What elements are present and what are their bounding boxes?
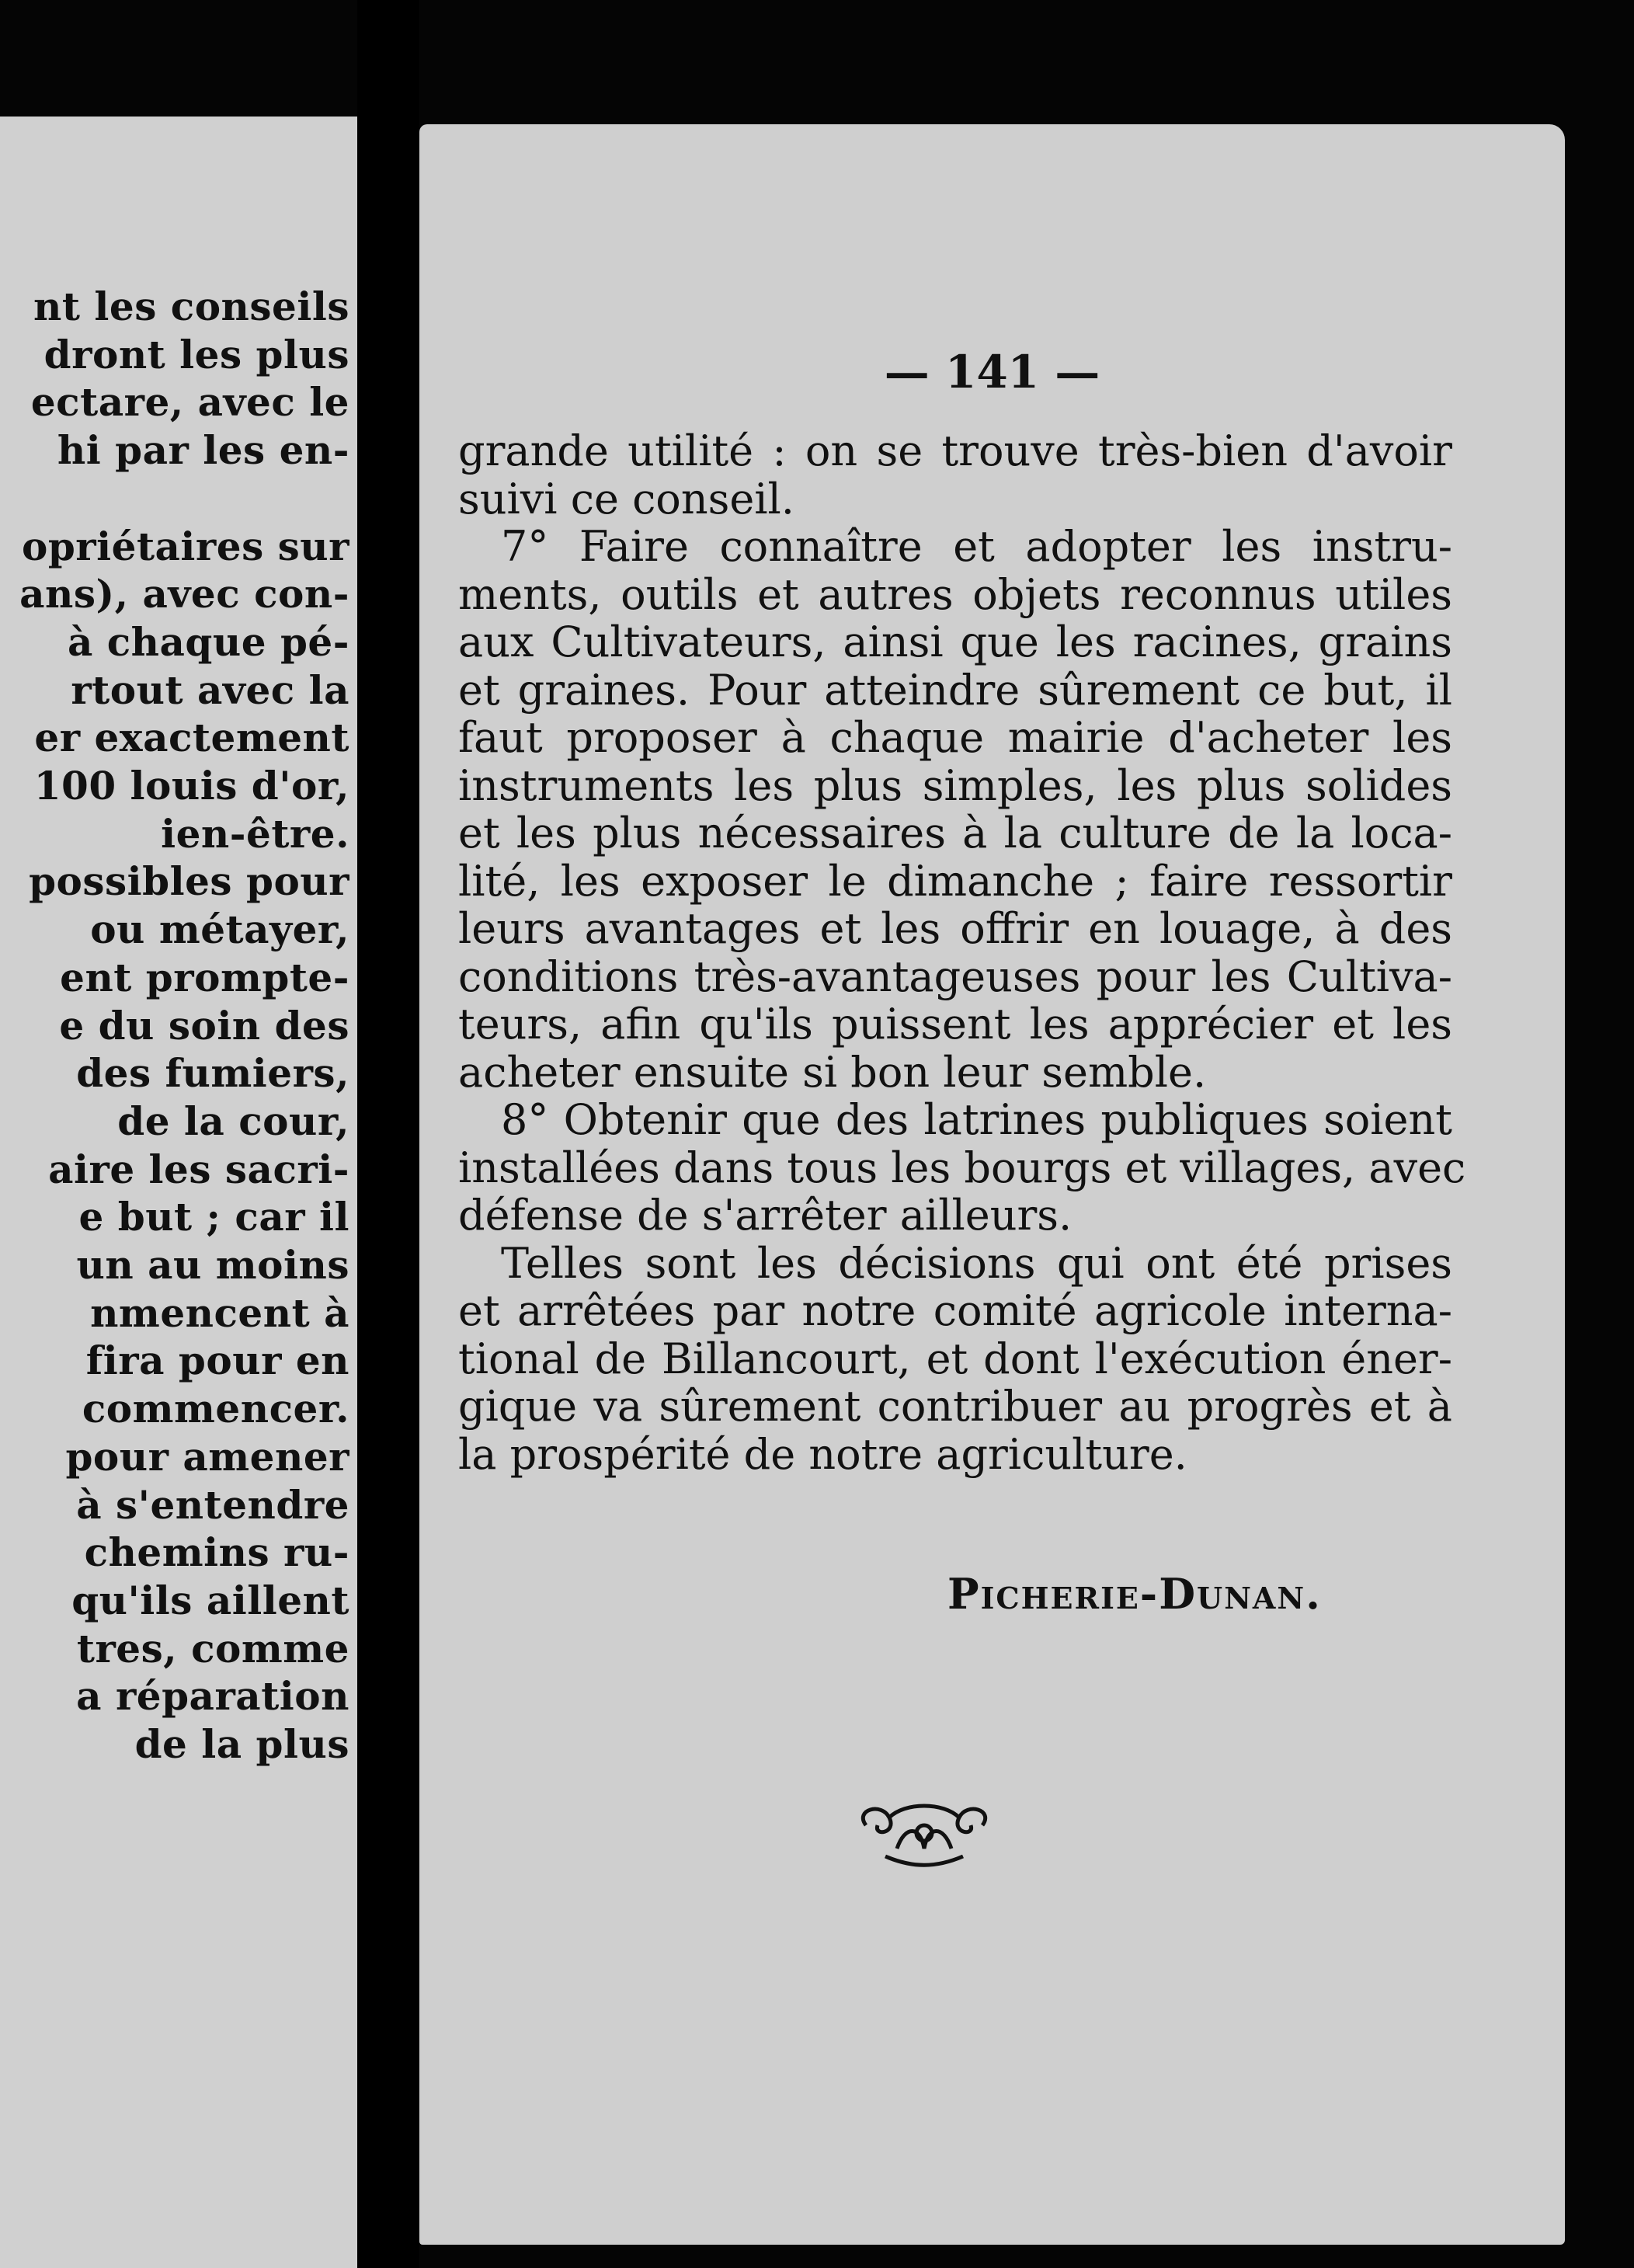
left-text-line: nmencent à <box>90 1289 349 1336</box>
left-text-line: rtout avec la <box>71 666 349 713</box>
left-text-line: hi par les en- <box>57 427 349 474</box>
ornament-icon <box>850 1794 998 1872</box>
text-line: suivi ce conseil. <box>458 474 794 524</box>
left-text-line: un au moins <box>76 1242 349 1288</box>
left-text-line: a réparation <box>76 1673 349 1720</box>
text-line: tional de Billancourt, et dont l'exécution éner- <box>458 1334 1452 1383</box>
left-text-line: 100 louis d'or, <box>33 763 349 809</box>
left-text-line: à chaque pé- <box>67 618 349 665</box>
text-line: 7° Faire connaître et adopter les instru- <box>501 522 1452 571</box>
text-line: conditions très-avantageuses pour les Cultiva- <box>458 951 1452 1001</box>
left-text-line: fira pour en <box>85 1337 349 1384</box>
text-line: aux Cultivateurs, ainsi que les racines, grains <box>458 617 1452 666</box>
text-line: défense de s'arrêter ailleurs. <box>458 1191 1073 1240</box>
page-number: — 141 — <box>884 346 1100 398</box>
left-text-line: e du soin des <box>59 1002 349 1049</box>
left-text-line: commencer. <box>82 1386 349 1432</box>
left-text-line: ectare, avec le <box>30 379 349 426</box>
left-text-line: nt les conseils <box>33 284 349 329</box>
text-line: la prospérité de notre agriculture. <box>458 1429 1187 1479</box>
book-gutter <box>357 0 419 2268</box>
left-text-line: ent prompte- <box>60 954 349 1000</box>
left-text-line: ien-être. <box>161 810 349 857</box>
text-line: gique va sûrement contribuer au progrès et à <box>458 1382 1452 1431</box>
text-line: Telles sont les décisions qui ont été prises <box>501 1238 1452 1288</box>
text-line: teurs, afin qu'ils puissent les apprécier et les <box>458 1000 1452 1049</box>
left-text-line: chemins ru- <box>84 1529 349 1576</box>
text-line: lité, les exposer le dimanche ; faire ressortir <box>458 856 1452 906</box>
signature: Picherie-Dunan. <box>947 1569 1322 1619</box>
left-text-line: opriétaires sur <box>21 523 349 569</box>
text-line: 8° Obtenir que des latrines publiques soient <box>501 1095 1452 1144</box>
left-text-line: des fumiers, <box>76 1050 349 1097</box>
left-text-line: pour amener <box>65 1433 349 1480</box>
right-page <box>419 124 1565 2245</box>
left-text-line: de la cour, <box>117 1097 349 1144</box>
text-line: ments, outils et autres objets reconnus utiles <box>458 569 1452 619</box>
text-line: faut proposer à chaque mairie d'acheter les <box>458 713 1452 762</box>
left-text-line: aire les sacri- <box>48 1146 349 1192</box>
left-text-line: ou métayer, <box>90 906 349 953</box>
text-line: et arrêtées par notre comité agricole interna- <box>458 1286 1452 1335</box>
text-line: et graines. Pour atteindre sûrement ce but, il <box>458 665 1452 715</box>
left-text-line: possibles pour <box>29 858 349 905</box>
text-line: grande utilité : on se trouve très-bien d'avoir <box>458 426 1452 475</box>
left-text-line: er exactement <box>34 715 349 761</box>
left-text-line: e but ; car il <box>78 1194 349 1240</box>
left-text-line: tres, comme <box>76 1625 349 1671</box>
text-line: instruments les plus simples, les plus solides <box>458 760 1452 810</box>
left-text-line: qu'ils aillent <box>71 1577 349 1623</box>
left-text-line: à s'entendre <box>76 1481 349 1528</box>
text-line: installées dans tous les bourgs et villages, avec <box>458 1143 1466 1192</box>
text-line: leurs avantages et les offrir en louage, à des <box>458 904 1452 953</box>
left-text-line: ans), avec con- <box>19 571 349 617</box>
text-line: acheter ensuite si bon leur semble. <box>458 1047 1207 1097</box>
left-text-line: dront les plus <box>43 331 349 377</box>
left-page <box>0 117 357 2268</box>
left-text-line: de la plus <box>134 1721 349 1767</box>
text-line: et les plus nécessaires à la culture de la loca- <box>458 809 1452 857</box>
body-text <box>458 426 1466 1479</box>
